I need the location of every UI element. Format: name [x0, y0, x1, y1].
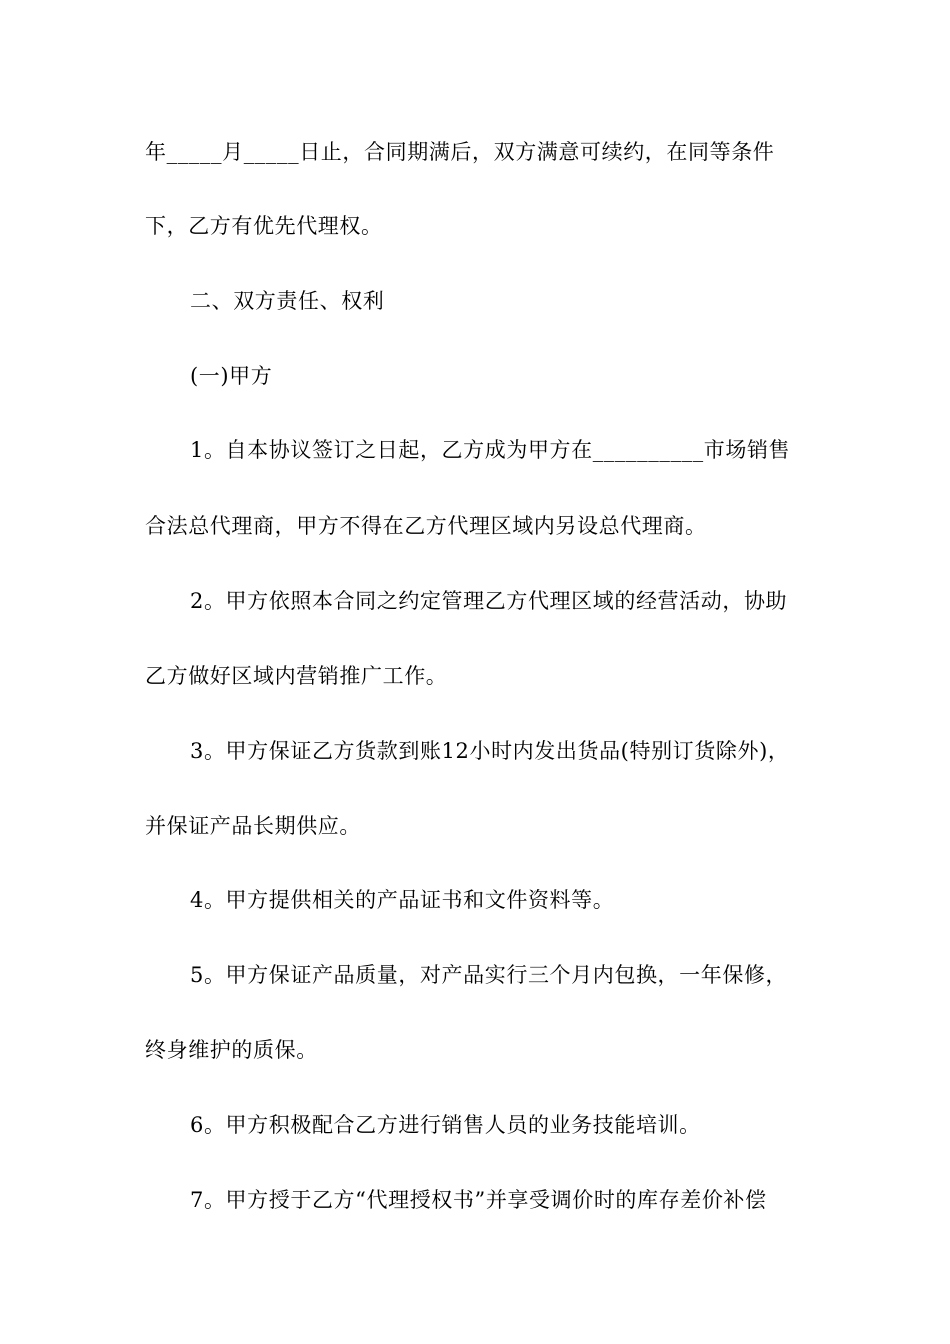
- text-line: 合法总代理商，甲方不得在乙方代理区域内另设总代理商。: [145, 514, 707, 538]
- subsection-heading: (一)甲方: [190, 364, 273, 388]
- text-line: 乙方做好区域内营销推广工作。: [145, 664, 448, 688]
- text-line: 下，乙方有优先代理权。: [145, 214, 383, 238]
- section-heading: 二、双方责任、权利: [190, 289, 385, 313]
- clause-7: 7。甲方授于乙方“代理授权书”并享受调价时的库存差价补偿: [190, 1188, 767, 1212]
- clause-5: 5。甲方保证产品质量，对产品实行三个月内包换，一年保修，: [190, 963, 788, 987]
- clause-6: 6。甲方积极配合乙方进行销售人员的业务技能培训。: [190, 1113, 701, 1137]
- clause-1: 1。自本协议签订之日起，乙方成为甲方在__________市场销售: [190, 438, 791, 462]
- clause-4: 4。甲方提供相关的产品证书和文件资料等。: [190, 888, 615, 912]
- clause-3: 3。甲方保证乙方货款到账12小时内发出货品(特别订货除外)，: [190, 739, 790, 763]
- text-line: 年_____月_____日止，合同期满后，双方满意可续约，在同等条件: [145, 140, 775, 164]
- clause-2: 2。甲方依照本合同之约定管理乙方代理区域的经营活动，协助: [190, 589, 788, 613]
- text-line: 并保证产品长期供应。: [145, 814, 361, 838]
- text-line: 终身维护的质保。: [145, 1038, 318, 1062]
